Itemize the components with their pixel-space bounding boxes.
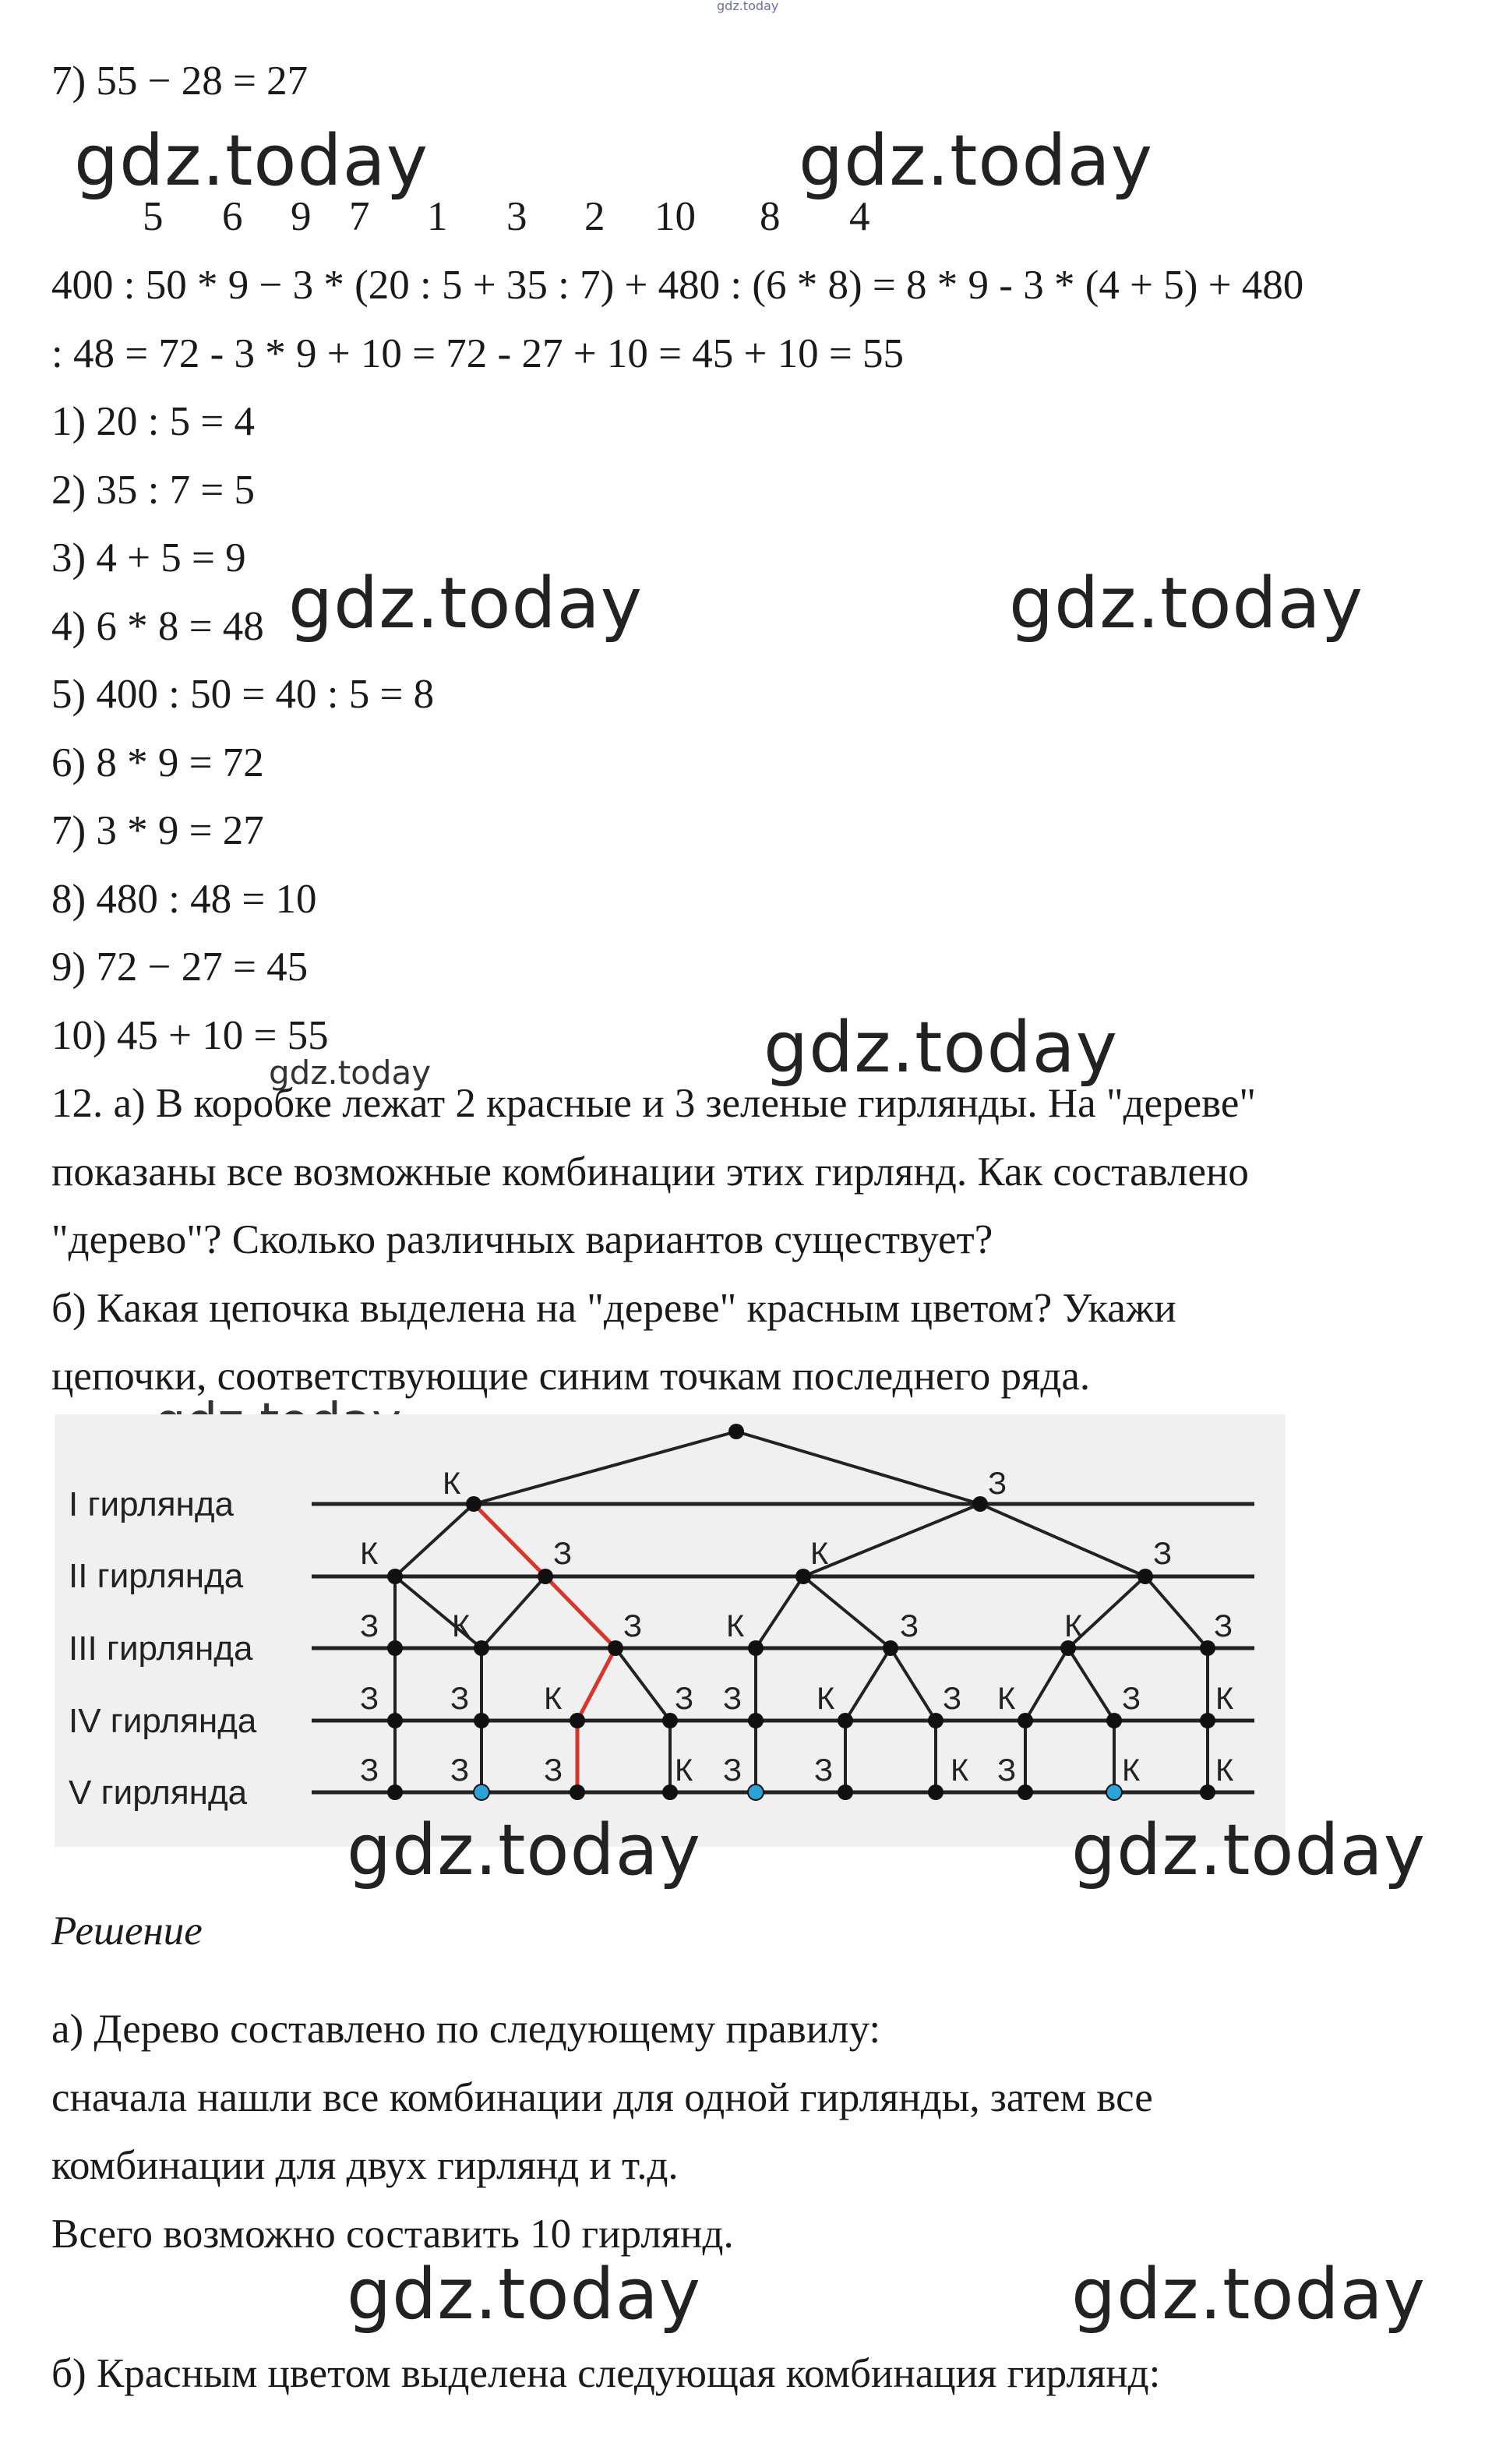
- text-line-7: 3) 4 + 5 = 9: [51, 535, 246, 581]
- watermark-top: gdz.today: [717, 0, 779, 13]
- watermark-5: gdz.today: [269, 1054, 432, 1092]
- letter-green: З: [450, 1682, 470, 1716]
- letter-red: К: [997, 1682, 1016, 1716]
- watermark-4: gdz.today: [1009, 563, 1364, 644]
- solution-line-1: а) Дерево составлено по следующему правилу:: [51, 2007, 881, 2052]
- text-line-9: 5) 400 : 50 = 40 : 5 = 8: [51, 672, 435, 717]
- solution-heading: Решение: [51, 1908, 203, 1954]
- order-number: 5: [143, 194, 164, 239]
- task-12-line-3: "дерево"? Сколько различных вариантов существует?: [51, 1217, 993, 1262]
- order-number: 7: [349, 194, 370, 239]
- letter-green: З: [814, 1753, 834, 1788]
- text-line-14: 10) 45 + 10 = 55: [51, 1013, 329, 1058]
- letter-red: К: [951, 1753, 969, 1788]
- letter-red: К: [675, 1753, 693, 1788]
- order-number: 4: [849, 194, 870, 239]
- letter-green: З: [997, 1753, 1017, 1788]
- level-label-5: V гирлянда: [69, 1774, 248, 1812]
- watermark-8: gdz.today: [347, 1809, 702, 1891]
- order-number: 9: [291, 194, 312, 239]
- text-line-12: 8) 480 : 48 = 10: [51, 877, 317, 922]
- watermark-6: gdz.today: [764, 1007, 1119, 1089]
- text-line-4: : 48 = 72 - 3 * 9 + 10 = 72 - 27 + 10 = 45 + 10 = 55: [51, 331, 905, 376]
- letter-red: К: [1215, 1682, 1234, 1716]
- order-number: 8: [760, 194, 781, 239]
- letter-green: З: [1122, 1682, 1141, 1716]
- watermark-2: gdz.today: [799, 120, 1154, 202]
- solution-line-3: комбинации для двух гирлянд и т.д.: [51, 2143, 679, 2188]
- order-number: 6: [222, 194, 243, 239]
- letter-green: З: [723, 1682, 742, 1716]
- letter-red: К: [360, 1537, 379, 1571]
- level-label-1: I гирлянда: [69, 1485, 234, 1523]
- task-12-line-1: 12. а) В коробке лежат 2 красные и 3 зеленые гирлянды. На "дереве": [51, 1081, 1256, 1126]
- letter-red: К: [1064, 1609, 1083, 1643]
- text-line-10: 6) 8 * 9 = 72: [51, 740, 264, 785]
- solution-line-4: Всего возможно составить 10 гирлянд.: [51, 2212, 734, 2257]
- text-line-11: 7) 3 * 9 = 27: [51, 808, 264, 853]
- letter-green: З: [360, 1753, 379, 1788]
- letter-green: З: [900, 1609, 919, 1643]
- text-line-5: 1) 20 : 5 = 4: [51, 399, 256, 444]
- letter-red: К: [726, 1609, 745, 1643]
- order-number: 3: [506, 194, 527, 239]
- watermark-10: gdz.today: [347, 2254, 702, 2335]
- task-12-line-4: б) Какая цепочка выделена на "дереве" красным цветом? Укажи: [51, 1286, 1176, 1331]
- letter-red: К: [452, 1609, 471, 1643]
- letter-green: З: [623, 1609, 643, 1643]
- text-line-8: 4) 6 * 8 = 48: [51, 604, 264, 649]
- letter-red: К: [544, 1682, 563, 1716]
- letter-green: З: [943, 1682, 962, 1716]
- watermark-11: gdz.today: [1071, 2254, 1427, 2335]
- letter-green: З: [450, 1753, 470, 1788]
- order-number: 1: [427, 194, 448, 239]
- text-line-13: 9) 72 − 27 = 45: [51, 944, 309, 990]
- letter-red: К: [817, 1682, 835, 1716]
- watermark-9: gdz.today: [1071, 1809, 1427, 1891]
- letter-green: З: [1214, 1609, 1233, 1643]
- action-order-numbers: [0, 196, 1492, 243]
- letter-green: З: [553, 1537, 573, 1571]
- solution-line-2: сначала нашли все комбинации для одной гирлянды, затем все: [51, 2075, 1153, 2120]
- order-number: 10: [654, 194, 696, 239]
- letter-green: З: [1153, 1537, 1173, 1571]
- watermark-1: gdz.today: [74, 120, 429, 202]
- text-line-3: 400 : 50 * 9 − 3 * (20 : 5 + 35 : 7) + 480 : (6 * 8) = 8 * 9 - 3 * (4 + 5) + 480: [51, 263, 1304, 308]
- letter-green: З: [675, 1682, 694, 1716]
- letter-green: З: [544, 1753, 563, 1788]
- letter-green: З: [988, 1467, 1007, 1501]
- task-12-line-2: показаны все возможные комбинации этих гирлянд. Как составлено: [51, 1149, 1249, 1195]
- letter-green: З: [723, 1753, 742, 1788]
- task-12-line-5: цепочки, соответствующие синим точкам последнего ряда.: [51, 1354, 1091, 1399]
- letter-red: К: [810, 1537, 829, 1571]
- watermark-3: gdz.today: [288, 563, 644, 644]
- level-label-3: III гирлянда: [69, 1629, 253, 1668]
- level-label-2: II гирлянда: [69, 1557, 244, 1595]
- letter-red: К: [1122, 1753, 1141, 1788]
- letter-green: З: [360, 1682, 379, 1716]
- solution-line-5: б) Красным цветом выделена следующая комбинация гирлянд:: [51, 2351, 1161, 2396]
- text-line-6: 2) 35 : 7 = 5: [51, 468, 256, 513]
- garland-tree-diagram: [55, 1414, 1286, 1847]
- letter-red: К: [1215, 1753, 1234, 1788]
- letter-green: З: [360, 1609, 379, 1643]
- letter-red: К: [443, 1467, 461, 1501]
- level-label-4: IV гирлянда: [69, 1702, 257, 1740]
- order-number: 2: [584, 194, 605, 239]
- text-line-1: 7) 55 − 28 = 27: [51, 58, 309, 104]
